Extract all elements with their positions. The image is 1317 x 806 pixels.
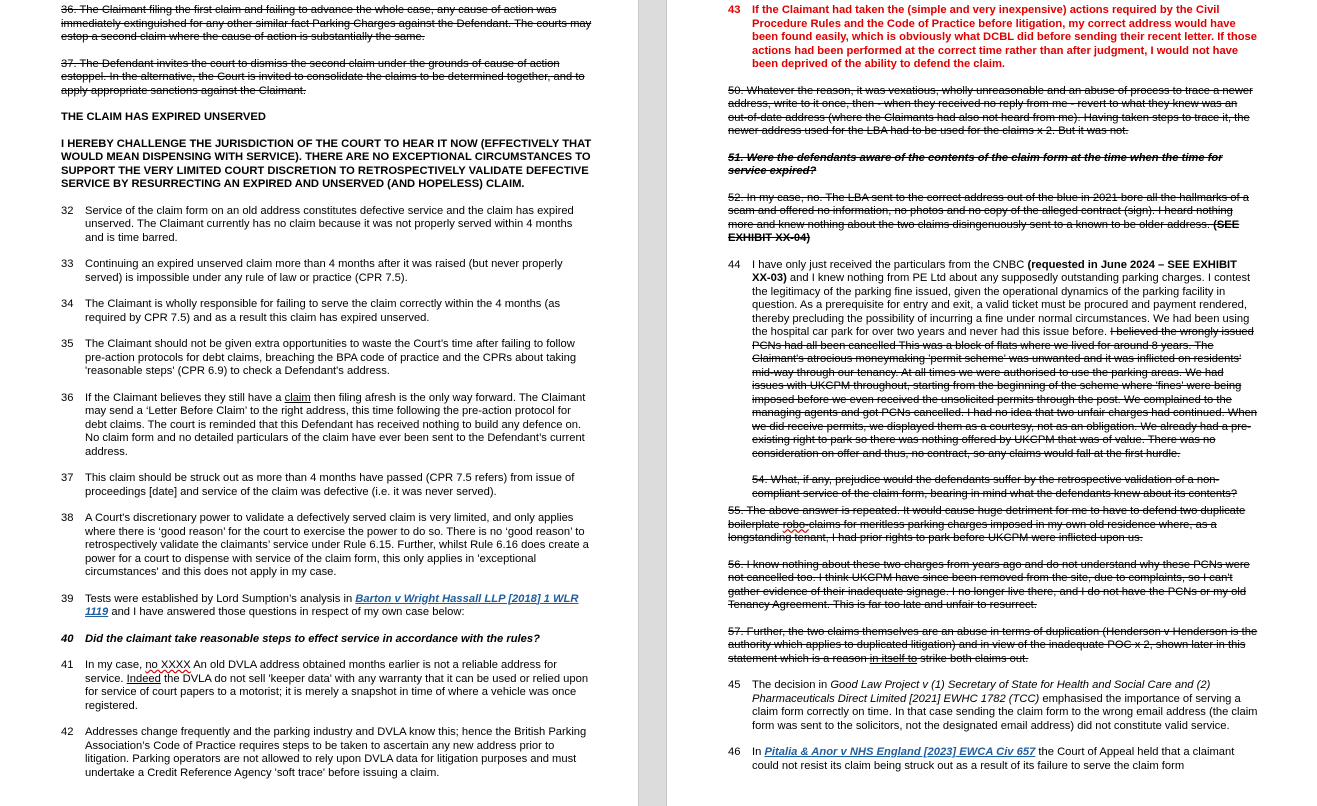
spellcheck-flag: robo- xyxy=(782,518,809,531)
grammar-flag: in itself to xyxy=(869,652,918,665)
item-text-part: The decision in xyxy=(752,679,831,691)
paragraph-56-struck: 56. I know nothing about these two charges from years ago and do not understand why these PCNs were not cancelled too. I think UKCPM have since been removed from the site, due to complaints, so I can't gather evidence of their inadequate signage. I no longer live there, and I do not have the PCNs or my old Tenancy Agreement. This is far too late and unfair to resurrect. xyxy=(728,558,1250,611)
item-text-part: emphasised the importance of serving a claim form correctly on time. In that case sending the claim form to the wrong email address (the claim form was sent to the solicitors, not the designated email address) did not constitute valid service. xyxy=(752,692,1258,732)
list-item-46 xyxy=(728,746,1258,773)
item-number: 45 xyxy=(728,679,741,691)
list-item-45 xyxy=(728,679,1258,733)
paragraph-text-part: 57. Further, the two claims themselves are an abuse in terms of duplication (Henderson v Henderson is the authority which applies to duplicated litigation) and in view of the inadequate POC x 2, shown later in this statement which is a reason xyxy=(728,625,1258,665)
section-heading-jurisdiction: I HEREBY CHALLENGE THE JURISDICTION OF THE COURT TO HEAR IT NOW (EFFECTIVELY THAT WOULD MEAN DISPENSING WITH SERVICE). THERE ARE NO EXCEPTIONAL CIRCUMSTANCES TO SUPPORT THE VERY LIMITED COURT DISCRETION TO RETROSPECTIVELY VALIDATE DEFECTIVE SERVICE BY RESURRECTING AN EXPIRED AND UNSERVED (AND HOPELESS) CLAIM. xyxy=(61,137,592,190)
paragraph-36-struck: 36. The Claimant filing the first claim and failing to advance the whole case, any cause of action was immediately extinguished for any other similar fact Parking Charges against the Defendant. The courts may estop a second claim where the cause of action is substantially the same. xyxy=(61,4,592,43)
item-text: The Claimant is wholly responsible for failing to serve the claim correctly within the 4 months (as required by CPR 7.5) and as a result this claim has expired unserved. xyxy=(85,298,561,324)
item-number: 44 xyxy=(728,258,741,271)
item-number: 40 xyxy=(61,632,74,645)
item-number: 34 xyxy=(61,298,74,310)
claim-word-underlined: claim xyxy=(284,391,311,404)
exhibit-reference: (requested in June 2024 – SEE EXHIBIT XX-03) xyxy=(752,258,1237,284)
item-number: 41 xyxy=(61,659,74,671)
list-item-43 xyxy=(728,4,1258,72)
item-number: 38 xyxy=(61,512,74,524)
item-text-part: I have only just received the particulars from the CNBC xyxy=(752,258,1028,271)
grammar-flag: Indeed xyxy=(126,672,161,685)
page-gutter xyxy=(638,0,667,806)
item-text-part: and I have answered those questions in respect of my own case below: xyxy=(108,606,465,618)
item-text xyxy=(85,593,593,620)
item-number: 35 xyxy=(61,338,74,350)
list-item-42 xyxy=(61,726,593,780)
item-text: If the Claimant had taken the (simple and very inexpensive) actions required by the Civil Procedure Rules and the Code of Practice before litigation, my correct address would have been found easily, which is obviously what DCBL did before sending their recent letter. If those actions had been performed at the correct time rather than after judgment, I would not have been deprived of the ability to defend the claim. xyxy=(752,4,1257,70)
item-text-part: In my case, xyxy=(85,659,146,671)
item-text: Continuing an expired unserved claim more than 4 months after it was raised (but never properly served) is impossible under any rule of law or practice (CPR 7.5). xyxy=(85,258,563,284)
list-item-38 xyxy=(61,512,593,580)
item-text-part: the Court of Appeal held that a claimant could not resist its claim being struck out as a result of its failure to serve the claim form xyxy=(752,746,1235,772)
paragraph-54-struck: 54. What, if any, prejudice would the defendants suffer by the retrospective validation of a non-compliant service of the claim form, bearing in mind what the defendants knew about its contents? xyxy=(752,474,1238,500)
list-item-39 xyxy=(61,593,593,620)
paragraph-57-struck xyxy=(728,626,1258,667)
section-heading-expired: THE CLAIM HAS EXPIRED UNSERVED xyxy=(61,111,266,123)
case-link-pitalia[interactable]: Pitalia & Anor v NHS England [2023] EWCA Civ 657 xyxy=(764,746,1036,758)
case-citation: Good Law Project v (1) Secretary of State for Health and Social Care and (2) Pharmaceuticals Direct Limited [2021] EWHC 1782 (TCC) xyxy=(752,679,1211,705)
item-text-part: the DVLA do not sell 'keeper data' with any warranty that it can be used or relied upon for service of court papers to a motorist; it is merely a snapshot in time of where a vehicle was once registered. xyxy=(85,672,589,712)
paragraph-text-part: claims for meritless parking charges imposed in my own old residence where, as a longstanding tenant, I had prior rights to park before UKCPM were inflicted upon us. xyxy=(728,518,1217,544)
item-number: 36 xyxy=(61,391,74,404)
item-text: The Claimant should not be given extra opportunities to waste the Court’s time after failing to follow pre-action protocols for debt claims, breaching the BPA code of practice and the CPRs about taking 'reasonable steps' (CPR 6.9) to check a Defendant's address. xyxy=(85,338,577,377)
list-item-37 xyxy=(61,472,593,499)
item-number: 32 xyxy=(61,204,74,217)
list-item-34 xyxy=(61,298,593,325)
left-document-page xyxy=(0,0,638,806)
item-text: A Court's discretionary power to validate a defectively served claim is very limited, and only applies where there is ‘good reason’ for the court to exercise the power to do so. There is no ‘good reason’ to retrospectively validate the claimants’ service under Rule 6.15. Further, whilst Rule 6.16 does create a power for a court to dispense with service of the claim form, this only applies in 'exceptional circumstances' and this does not apply in my case. xyxy=(85,512,589,578)
exhibit-reference: (SEE EXHIBIT XX-04) xyxy=(728,218,1240,244)
paragraph-51-struck: 51. Were the defendants aware of the contents of the claim form at the time when the time for service expired? xyxy=(728,151,1223,177)
list-item-41 xyxy=(61,659,593,713)
right-document-page xyxy=(667,0,1317,806)
list-item-44 xyxy=(728,259,1258,462)
paragraph-55-struck xyxy=(728,505,1258,546)
item-text: This claim should be struck out as more than 4 months have passed (CPR 7.5 refers) from issue of proceedings [date] and service of the claim was defective (i.e. it was never served). xyxy=(85,472,575,498)
paragraph-50-struck: 50. Whatever the reason, it was vexatious, wholly unreasonable and an abuse of process to trace a newer address, write to it once, then - when they received no reply from me - revert to what they knew was an out-of-date address (where the Claimants had also not heard from me). Having taken steps to trace it, the newer address used for the LBA had to be used for the claims x 2. But it was not. xyxy=(728,84,1253,137)
list-item-33 xyxy=(61,258,593,285)
item-text xyxy=(752,746,1258,773)
list-item-40 xyxy=(61,633,593,647)
right-page-content xyxy=(728,4,1258,786)
list-item-32 xyxy=(61,205,593,246)
item-number: 43 xyxy=(728,4,741,16)
struck-text: I believed the wrongly issued PCNs had all been cancelled This was a block of flats where we lived for around 8 years. The Claimant's atrocious moneymaking 'permit scheme' was unwanted and it was inflicted on residents' mid-way through our tenancy. At all times we were authorised to use the parking areas. We had issues with UKCPM throughout, starting from the beginning of the scheme where 'fines' were being imposed before we even received the unsolicited permits through the post. We complained to the managing agents and got PCNs cancelled. I had no idea that two unfair charges had continued. When we did receive permits, we displayed them as a courtesy, not as an obligation. We already had a pre-existing right to park so there was nothing offered by UKCPM that was of value. There was no consideration on offer and thus, no contract, so any claims would fall at the first hurdle. xyxy=(752,326,1258,460)
paragraph-text-part: strike both claims out. xyxy=(917,652,1029,665)
item-text: Service of the claim form on an old address constitutes defective service and the claim has expired unserved. The Claimant currently has no claim because it was not properly served within 4 months and is time barred. xyxy=(85,204,574,244)
item-text-part: then filing afresh is the only way forward. The Claimant may send a ‘Letter Before Claim’ to the right address, this time following the pre-action protocol for debt claims. The court is reminded that this Defendant has received nothing to build any defence on. No claim form and no detailed particulars of the claim have ever been sent to the Defendant’s current address. xyxy=(85,391,586,458)
item-text xyxy=(85,392,593,460)
paragraph-text-part: 55. The above answer is repeated. It would cause huge detriment for me to have to defend two duplicate boilerplate xyxy=(728,505,1246,531)
item-text: Did the claimant take reasonable steps to effect service in accordance with the rules? xyxy=(85,632,540,645)
item-text-part: Tests were established by Lord Sumption’s analysis in xyxy=(85,592,356,605)
item-text-part: and I knew nothing from PE Ltd about any supposedly outstanding parking charges. I contest the legitimacy of the parking fine issued, given the operational dynamics of the parking facility in question. As a prerequisite for entry and exit, a valid ticket must be procured and payment rendered, thereby precluding the possibility of incurring a fine under normal circumstances. We had been using the hospital car park for over two years and never had this issue before. xyxy=(752,272,1251,338)
list-item-35 xyxy=(61,338,593,379)
item-text xyxy=(752,259,1258,462)
paragraph-text-part: 52. In my case, no. The LBA sent to the correct address out of the blue in 2021 bore all the hallmarks of a scam and offered no information, no photos and no copy of the alleged contract (sign). I heard nothing more and knew nothing about the two claims disingenuously sent to a known to be older address. xyxy=(728,191,1249,231)
item-text xyxy=(752,679,1258,733)
item-number: 42 xyxy=(61,726,74,738)
item-number: 33 xyxy=(61,258,74,270)
paragraph-52-struck xyxy=(728,192,1258,246)
left-page-content xyxy=(61,4,593,793)
list-item-36 xyxy=(61,392,593,460)
item-text-part: An old DVLA address obtained months earlier is not a reliable address for service. xyxy=(85,659,558,685)
item-number: 46 xyxy=(728,746,741,758)
item-text: Addresses change frequently and the parking industry and DVLA know this; hence the British Parking Association’s Code of Practice requires steps to be taken to ascertain any new address prior to litigation. Parking operators are not allowed to rely upon DVLA data for litigation purposes and must undertake a Credit Reference Agency 'soft trace' before issuing a claim. xyxy=(85,726,587,779)
paragraph-37-struck: 37. The Defendant invites the court to dismiss the second claim under the grounds of cause of action estoppel. In the alternative, the Court is invited to consolidate the claims to be determined together, and to apply appropriate sanctions against the Claimant. xyxy=(61,57,585,97)
item-number: 37 xyxy=(61,472,74,484)
item-text-part: If the Claimant believes they still have a xyxy=(85,391,285,404)
spellcheck-flag: no XXXX xyxy=(145,659,191,671)
item-number: 39 xyxy=(61,592,74,605)
case-link-barton[interactable]: Barton v Wright Hassall LLP [2018] 1 WLR 1119 xyxy=(85,592,579,618)
item-text-part: In xyxy=(752,746,765,758)
item-text xyxy=(85,659,593,713)
